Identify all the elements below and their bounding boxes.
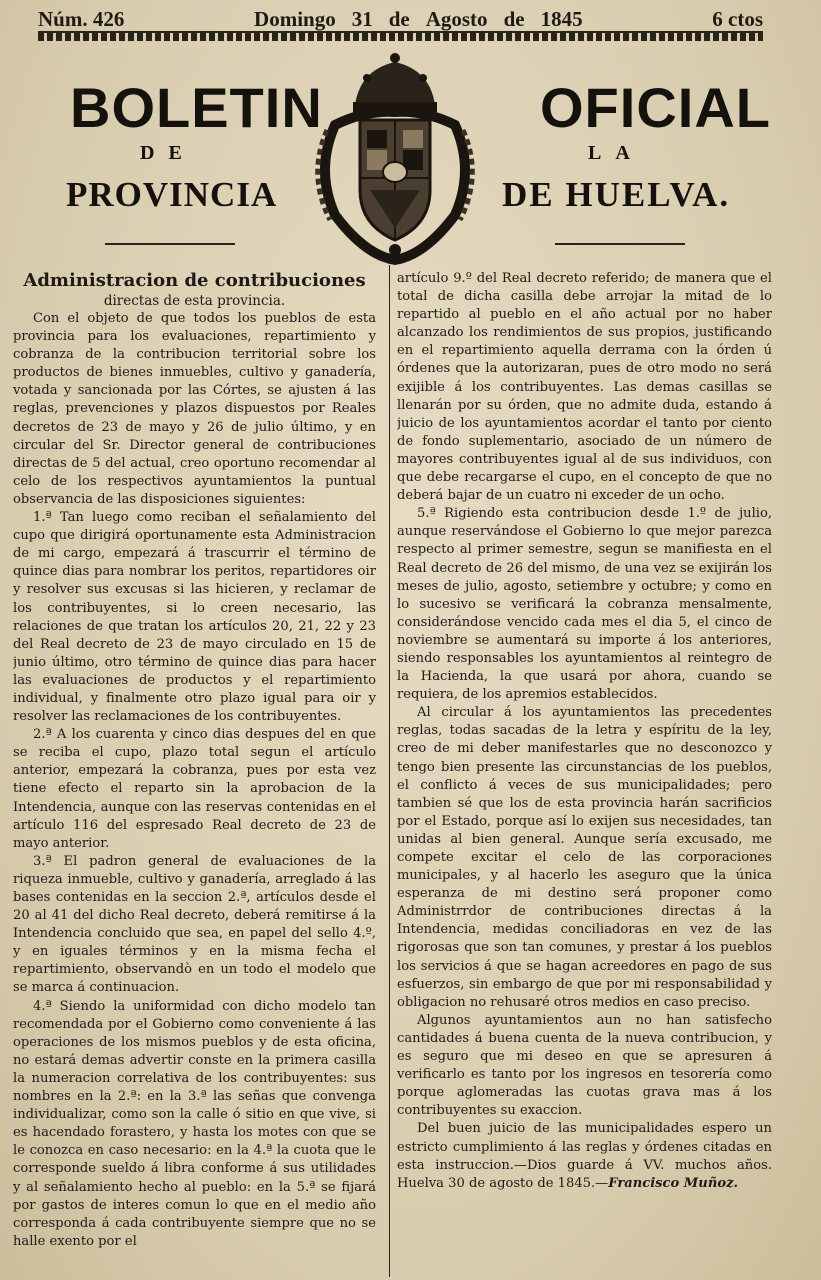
signature: Francisco Muñoz. — [608, 1175, 739, 1191]
masthead-oficial: OFICIAL — [540, 76, 771, 139]
paragraph: 4.ª Siendo la uniformidad con dicho modelo tan recomendada por el Gobierno como conveniente á las operaciones de los mismos pueblos y de esta oficina, no estará demas advertir conste en la primera casilla la numeracion correlativa de los contribuyentes: sus nombres en la 2.ª: en la 3.ª las señas que convenga individualizar, como son la calle ó sitio en que vive, si es hacendado forastero, y hasta los motes con que se le conozca en caso necesario: en la 4.ª la cuota que le corresponde sueldo á libra conforme á sus utilidades y al señalamiento hecho al pueblo: en la 5.ª se fijará por gastos de interes comun lo que en el medio año corresponda á cada contribuyente siempre que no se halle exento por el — [13, 998, 376, 1249]
paragraph: Algunos ayuntamientos aun no han satisfecho cantidades á buena cuenta de la nueva contribucion, y es seguro que mi deseo en que se apresuren á verificarlo es tanto por los ingresos en tesorería como porque aglomeradas las cuotas grava mas á los contribuyentes su exaccion. — [397, 1012, 772, 1119]
closing-paragraph: Del buen juicio de las municipalidades espero un estricto cumplimiento á las reglas y órdenes citadas en esta instruccion.—Dios guarde á VV. muchos años. Huelva 30 de agosto de 1845.—Francisco Muñoz. — [397, 1121, 772, 1191]
masthead-rule-right — [555, 243, 685, 245]
masthead-de-huelva: DE HUELVA. — [502, 175, 731, 214]
paragraph: 1.ª Tan luego como reciban el señalamiento del cupo que dirigirá oportunamente esta Administracion de mi cargo, empezará á trascurrir el término de quince dias para nombrar los peritos, repartidores oir y resolver sus excusas si las hicieren, y reclamar de los contribuyentes, si lo creen necesario, las relaciones de que tratan los artículos 20, 21, 22 y 23 del Real decreto de 23 de mayo circulado en 15 de junio último, otro término de quince dias para hacer las evaluaciones de productos y el repartimiento individual, y finalmente otro plazo igual para oir y resolver las reclamaciones de los contribuyentes. — [13, 510, 376, 725]
royal-coat-of-arms-icon — [305, 50, 485, 265]
issue-number: Núm. 426 — [38, 6, 125, 31]
issue-header — [38, 6, 763, 32]
masthead-de: DE — [140, 142, 196, 164]
column-left — [13, 270, 376, 1276]
paragraph: Al circular á los ayuntamientos las precedentes reglas, todas sacadas de la letra y espíritu de la ley, creo de mi deber manifestarles que no desconozco y tengo bien presente las circunstancias de los pueblos, el conflicto á veces de sus municipalidades; pero tambien sé que los de esta provincia harán sacrificios por el Estado, porque así lo exijen sus necesidades, tan unidas al bien general. Aunque sería excusado, me compete excitar el celo de las corporaciones municipales, y al hacerlo les aseguro que la única esperanza de mi destino será proponer como Administrrdor de contribuciones directas á la Intendencia, medidas conciliadoras en vez de las rigorosas que son tan comunes, y prestar á los pueblos los servicios á que se hagan acreedores en pago de sus esfuerzos, sin embargo de que por mi responsabilidad y obligacion no rehusaré otros medios en caso preciso. — [397, 705, 772, 1010]
masthead-provincia: PROVINCIA — [66, 175, 278, 214]
issue-date: Domingo 31 de Agosto de 1845 — [254, 6, 583, 31]
paragraph: 5.ª Rigiendo esta contribucion desde 1.º de julio, aunque reservándose el Gobierno lo que mejor parezca respecto al primer semestre, segun se manifiesta en el Real decreto de 26 del mismo, de una vez se exijirán los meses de julio, agosto, setiembre y octubre; y como en lo sucesivo se verificará la cobranza mensalmente, considerándose vencido cada mes el dia 5, el cinco de noviembre se aumentará su importe á los anteriores, siendo responsables los ayuntamientos al reintegro de la Hacienda, la que usará por ahora, cuando se requiera, de los apremios establecidos. — [397, 506, 772, 703]
article-subtitle: directas de esta provincia. — [103, 293, 286, 309]
paragraph: 2.ª A los cuarenta y cinco dias despues del en que se reciba el cupo, plazo total segun el artículo anterior, empezará la cobranza, pues por esta vez tiene efecto el reparto sin la aprobacion de la Intendencia, aunque con las reservas contenidas en el artículo 116 del espresado Real decreto de 23 de mayo anterior. — [13, 727, 376, 851]
masthead-boletin: BOLETIN — [70, 76, 323, 139]
masthead — [0, 50, 821, 265]
header-ornament-rule — [38, 31, 763, 41]
paragraph: 3.ª El padron general de evaluaciones de la riqueza inmueble, cultivo y ganadería, arreglado á las bases contenidas en la seccion 2.ª, artículos desde el 20 al 41 del dicho Real decreto, deberá remitirse á la Intendencia concluido que sea, en papel del sello 4.º, y en iguales términos y en la misma fecha el repartimiento, observandò en un todo el modelo que se marca á continuacion. — [13, 853, 376, 996]
issue-price: 6 ctos — [712, 6, 763, 31]
column-divider — [389, 265, 390, 1277]
article-title: Administracion de contribuciones — [23, 270, 366, 291]
column-right — [397, 270, 772, 1276]
paragraph: artículo 9.º del Real decreto referido; de manera que el total de dicha casilla debe arrojar la mitad de lo repartido al pueblo en el año actual por no haber alcanzado los rendimientos de sus propios, justificando en el repartimiento aquella derrama con la órden ú órdenes que la autorizaran, pues de otro modo no será exijible á los contribuyentes. Las demas casillas se llenarán por su órden, que no admite duda, estando á juicio de los ayuntamientos acordar el tanto por ciento de fondo suplementario, asociado de un número de mayores contribuyentes igual al de sus individuos, con que debe recargarse el cupo, en el concepto de que no deberá bajar de un cuatro ni exceder de un ocho. — [397, 271, 772, 504]
masthead-rule-left — [105, 243, 235, 245]
paragraph: Con el objeto de que todos los pueblos de esta provincia para los evaluaciones, repartimiento y cobranza de la contribucion territorial sobre los productos de bienes inmuebles, cultivo y ganadería, votada y sancionada por las Córtes, se ajusten á las reglas, prevenciones y plazos dispuestos por Reales decretos de 23 de mayo y 26 de julio último, y en circular del Sr. Director general de contribuciones directas de 5 del actual, creo oportuno recomendar al celo de los respectivos ayuntamientos la puntual observancia de las disposiciones siguientes: — [13, 311, 376, 507]
masthead-la: LA — [588, 142, 644, 164]
